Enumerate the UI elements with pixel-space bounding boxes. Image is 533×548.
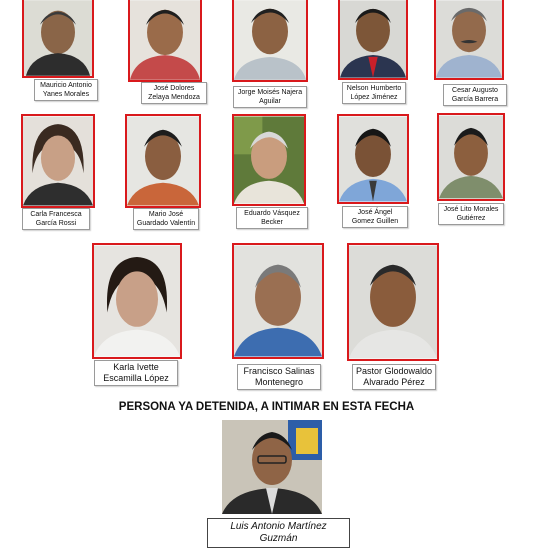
- photo-detained-person: [222, 420, 322, 514]
- caption-person-4: Nelson Humberto López Jiménez: [342, 82, 406, 104]
- photo-person-10: [437, 113, 505, 201]
- caption-person-12: Francisco Salinas Montenegro: [237, 364, 321, 390]
- photo-person-8: [232, 114, 306, 206]
- caption-person-13: Pastor Glodowaldo Alvarado Pérez: [352, 364, 436, 390]
- photo-person-13: [347, 243, 439, 361]
- photo-person-4: [338, 0, 408, 80]
- caption-person-3: Jorge Moisés Najera Aguilar: [233, 86, 307, 108]
- caption-person-11: Karla Ivette Escamilla López: [94, 360, 178, 386]
- photo-person-11: [92, 243, 182, 359]
- caption-person-5: Cesar Augusto García Barrera: [443, 84, 507, 106]
- photo-person-5: [434, 0, 504, 80]
- caption-person-1: Mauricio Antonio Yanes Morales: [34, 79, 98, 101]
- photo-person-9: [337, 114, 409, 204]
- caption-person-9: José Ángel Gomez Guillen: [342, 206, 408, 228]
- photo-person-2: [128, 0, 202, 82]
- caption-person-2: José Dolores Zelaya Mendoza: [141, 82, 207, 104]
- photo-person-1: [22, 0, 94, 78]
- caption-person-6: Carla Francesca García Rossi: [22, 208, 90, 230]
- caption-person-10: José Lito Morales Gutiérrez: [438, 203, 504, 225]
- photo-person-3: [232, 0, 308, 82]
- caption-person-7: Mario José Guardado Valentín: [133, 208, 199, 230]
- photo-person-6: [21, 114, 95, 208]
- caption-person-8: Eduardo Vásquez Becker: [236, 207, 308, 229]
- caption-detained-person: Luis Antonio Martínez Guzmán: [207, 518, 350, 548]
- section-heading: PERSONA YA DETENIDA, A INTIMAR EN ESTA FECHA: [118, 401, 415, 413]
- photo-person-7: [125, 114, 201, 208]
- photo-person-12: [232, 243, 324, 359]
